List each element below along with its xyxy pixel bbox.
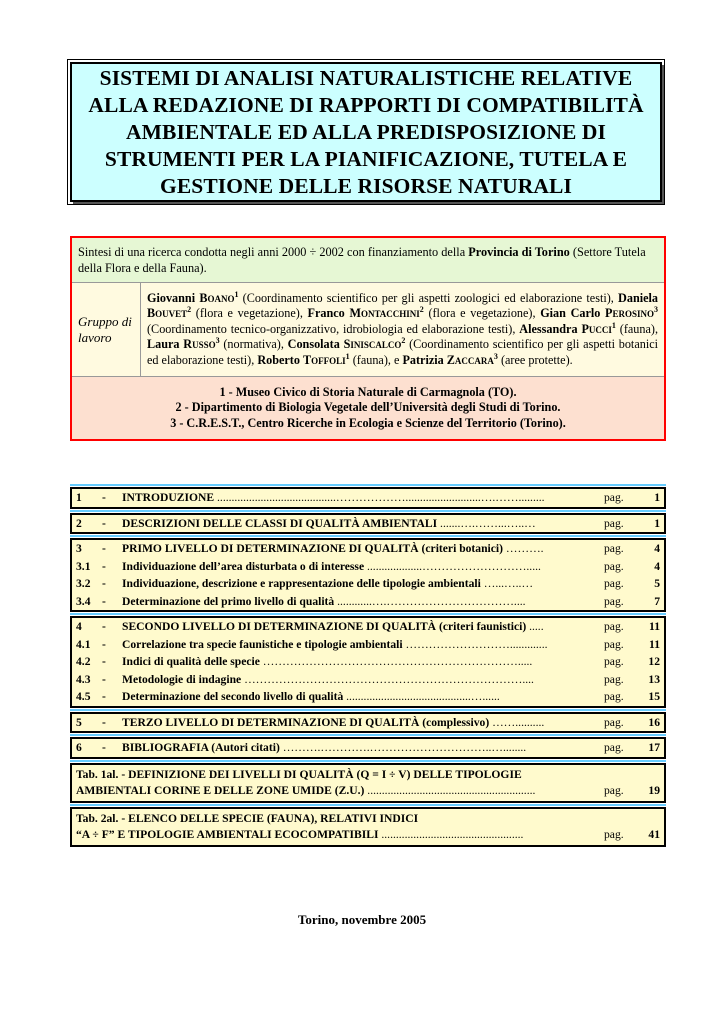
member-name bbox=[402, 353, 497, 367]
member-affil-sup: 2 bbox=[401, 336, 406, 346]
toc-row bbox=[72, 515, 664, 533]
toc-dots: ……………………………………………………………….... bbox=[241, 672, 534, 686]
summary-text: Sintesi di una ricerca condotta negli anni 2000 ÷ 2002 con finanziamento della bbox=[78, 245, 469, 259]
member-role: (normativa), bbox=[219, 337, 288, 352]
toc-number: 2 bbox=[76, 516, 82, 530]
toc-number: 4.1 bbox=[76, 637, 91, 651]
toc-title: TERZO LIVELLO DI DETERMINAZIONE DI QUALITÀ (complessivo) bbox=[122, 715, 490, 729]
toc-page-number: 17 bbox=[648, 741, 660, 754]
affiliation-line: 2 - Dipartimento di Biologia Vegetale dell’Università degli Studi di Torino. bbox=[175, 400, 561, 415]
toc-page-number: 19 bbox=[648, 783, 660, 797]
toc-page-number: 11 bbox=[649, 637, 660, 651]
toc-page-number: 15 bbox=[648, 690, 660, 703]
summary-bold: Provincia di Torino bbox=[468, 245, 570, 259]
toc-dash: - bbox=[102, 491, 106, 504]
toc-pag-label: pag. bbox=[604, 827, 624, 841]
toc-entry bbox=[122, 558, 604, 576]
toc-pag-label: pag. bbox=[604, 672, 624, 686]
toc-section bbox=[70, 487, 666, 509]
toc-dash: - bbox=[102, 637, 106, 651]
member-first: Franco bbox=[307, 306, 345, 321]
member-affil-sup: 3 bbox=[215, 336, 220, 346]
affiliations bbox=[72, 377, 664, 439]
toc-dots: ………………………............. bbox=[402, 637, 548, 651]
toc-dots: ..... bbox=[526, 620, 544, 633]
toc-page-number: 7 bbox=[654, 594, 660, 608]
toc-section-tab1 bbox=[70, 763, 666, 803]
toc-table-line2 bbox=[76, 827, 604, 843]
member-affil-sup: 1 bbox=[345, 351, 350, 361]
toc-title: SECONDO LIVELLO DI DETERMINAZIONE DI QUALITÀ (criteri faunistici) bbox=[122, 620, 527, 633]
toc-number: 3 bbox=[76, 542, 82, 555]
toc-page-col bbox=[604, 811, 660, 843]
toc-row bbox=[72, 618, 664, 636]
toc-dots: ………. bbox=[503, 542, 544, 555]
toc-page-number: 4 bbox=[654, 559, 660, 573]
toc-number: 4.3 bbox=[76, 672, 91, 686]
member-last: Boano bbox=[199, 291, 235, 305]
toc-number: 3.1 bbox=[76, 559, 91, 573]
member-first: Roberto bbox=[257, 352, 300, 367]
toc-dash: - bbox=[102, 594, 106, 608]
toc-dots: ...........................................…...... bbox=[343, 690, 500, 703]
toc-table-title bbox=[76, 767, 604, 799]
toc-row bbox=[72, 593, 664, 611]
toc-dash: - bbox=[102, 620, 106, 633]
toc-dots: ...................………………………..... bbox=[364, 559, 541, 573]
toc-dots: .......................................................... bbox=[364, 783, 536, 797]
toc-pag-label: pag. bbox=[604, 594, 624, 608]
member-role: (Coordinamento tecnico-organizzativo, idrobiologia ed elaborazione testi), bbox=[147, 321, 520, 336]
toc-pag-label: pag. bbox=[604, 715, 624, 729]
toc-title: INTRODUZIONE bbox=[122, 491, 215, 504]
toc-page-number: 1 bbox=[654, 491, 660, 504]
toc-section bbox=[70, 712, 666, 734]
member-affil-sup: 1 bbox=[234, 289, 239, 299]
toc-number: 5 bbox=[76, 715, 82, 729]
toc-dots: …...…..… bbox=[480, 577, 534, 590]
member-first: Giovanni bbox=[147, 291, 196, 305]
title-box bbox=[70, 62, 662, 202]
toc-entry bbox=[122, 671, 604, 689]
toc-dash: - bbox=[102, 655, 106, 668]
toc-row bbox=[72, 688, 664, 706]
toc-title: BIBLIOGRAFIA (Autori citati) bbox=[122, 741, 280, 754]
affiliation-line: 1 - Museo Civico di Storia Naturale di Carmagnola (TO). bbox=[219, 385, 517, 400]
toc-pag-label: pag. bbox=[604, 655, 624, 668]
member-first: Consolata bbox=[287, 337, 340, 352]
toc-page-number: 16 bbox=[648, 715, 660, 729]
toc-page-number: 5 bbox=[654, 577, 660, 590]
toc-pag-label: pag. bbox=[604, 577, 624, 590]
toc-entry bbox=[122, 618, 604, 636]
toc-page-number: 1 bbox=[654, 516, 660, 530]
member-role: (flora e vegetazione), bbox=[191, 306, 308, 321]
group-label: Gruppo di lavoro bbox=[72, 283, 141, 376]
toc-row bbox=[72, 739, 664, 757]
toc-title: PRIMO LIVELLO DI DETERMINAZIONE DI QUALITÀ (criteri botanici) bbox=[122, 542, 503, 555]
toc-pag-label: pag. bbox=[604, 559, 624, 573]
toc-title: Indici di qualità delle specie bbox=[122, 655, 260, 668]
toc-dash: - bbox=[102, 559, 106, 573]
toc-title: Metodologie di indagine bbox=[122, 672, 242, 686]
member-list bbox=[141, 283, 664, 376]
toc-row bbox=[72, 558, 664, 576]
toc-entry bbox=[122, 714, 604, 732]
toc-title: Determinazione del secondo livello di qualità bbox=[122, 690, 344, 703]
toc-page-number: 12 bbox=[648, 655, 660, 668]
affiliation-line: 3 - C.R.E.S.T., Centro Ricerche in Ecologia e Scienze del Territorio (Torino). bbox=[170, 415, 566, 430]
toc-dots: .......….……...…..… bbox=[437, 516, 536, 530]
toc-title: Correlazione tra specie faunistiche e tipologie ambientali bbox=[122, 637, 403, 651]
document-title: SISTEMI DI ANALISI NATURALISTICHE RELATIVE ALLA REDAZIONE DI RAPPORTI DI COMPATIBILITÀ AMBIENTALE ED ALLA PREDISPOSIZIONE DI STRUMENTI PER LA PIANIFICAZIONE, TUTELA E GESTIONE DELLE RISORSE NATURALI bbox=[88, 65, 644, 198]
toc-entry bbox=[122, 540, 604, 558]
toc-number: 4 bbox=[76, 620, 82, 633]
toc-entry bbox=[122, 575, 604, 593]
toc-dots: ................................................. bbox=[378, 827, 524, 841]
toc-title: Determinazione del primo livello di qualità bbox=[122, 594, 335, 608]
member-last: Russo bbox=[183, 337, 216, 352]
member-role: (flora e vegetazione), bbox=[423, 306, 541, 321]
toc-row bbox=[72, 671, 664, 689]
toc-dots: …….......... bbox=[489, 715, 545, 729]
toc-table-line1: Tab. 2al. - ELENCO DELLE SPECIE (FAUNA), RELATIVI INDICI bbox=[76, 811, 419, 825]
toc-page-number: 13 bbox=[648, 672, 660, 686]
member-affil-sup: 2 bbox=[419, 305, 424, 315]
toc-entry bbox=[122, 515, 604, 533]
toc-table-line1: Tab. 1al. - DEFINIZIONE DEI LIVELLI DI QUALITÀ (Q = I ÷ V) DELLE TIPOLOGIE bbox=[76, 767, 522, 781]
member-first: Daniela bbox=[618, 291, 658, 305]
toc-pag-label: pag. bbox=[604, 620, 624, 633]
member-affil-sup: 2 bbox=[187, 305, 192, 315]
toc-title: Individuazione dell’area disturbata o di interesse bbox=[122, 559, 365, 573]
toc-pag-label: pag. bbox=[604, 491, 624, 504]
member-last: Pucci bbox=[581, 321, 612, 336]
toc-section bbox=[70, 737, 666, 759]
toc-row bbox=[72, 653, 664, 671]
toc-pag-label: pag. bbox=[604, 783, 624, 797]
toc-table-title bbox=[76, 811, 604, 843]
toc-dash: - bbox=[102, 577, 106, 590]
member-first: Alessandra bbox=[519, 321, 578, 336]
toc-title: DESCRIZIONI DELLE CLASSI DI QUALITÀ AMBIENTALI bbox=[122, 516, 438, 530]
member-last: Zaccara bbox=[446, 352, 494, 367]
toc-number: 1 bbox=[76, 491, 82, 504]
toc-table-row bbox=[72, 809, 664, 845]
member-name bbox=[519, 322, 616, 336]
member-last: Siniscalco bbox=[343, 337, 402, 352]
summary bbox=[72, 238, 664, 283]
member-affil-sup: 3 bbox=[493, 351, 498, 361]
toc-section bbox=[70, 538, 666, 612]
member-name bbox=[288, 337, 406, 351]
toc-row bbox=[72, 489, 664, 507]
toc-dash: - bbox=[102, 516, 106, 530]
toc-entry bbox=[122, 739, 604, 757]
toc-number: 4.5 bbox=[76, 690, 91, 703]
toc-dots: .........................................………………..........................….……......... bbox=[214, 491, 545, 504]
toc-section-tab2 bbox=[70, 807, 666, 847]
member-name bbox=[147, 337, 220, 351]
toc-number: 4.2 bbox=[76, 655, 91, 668]
toc-entry bbox=[122, 688, 604, 706]
toc-page-number: 11 bbox=[649, 620, 660, 633]
member-affil-sup: 1 bbox=[611, 320, 616, 330]
member-last: Montacchini bbox=[349, 306, 420, 321]
toc-table-line2-text: “A ÷ F” E TIPOLOGIE AMBIENTALI ECOCOMPATIBILI bbox=[76, 827, 379, 841]
toc-dots: ……….………….…………………………..…........ bbox=[279, 741, 527, 754]
toc-entry bbox=[122, 653, 604, 671]
toc-entry bbox=[122, 636, 604, 654]
member-name bbox=[308, 306, 424, 320]
info-box bbox=[70, 236, 666, 441]
toc-pag-label: pag. bbox=[604, 516, 624, 530]
toc-title: Individuazione, descrizione e rappresentazione delle tipologie ambientali bbox=[122, 577, 481, 590]
toc-page-number: 41 bbox=[648, 827, 660, 841]
toc-dash: - bbox=[102, 715, 106, 729]
toc-section bbox=[70, 513, 666, 535]
toc-page-col bbox=[604, 767, 660, 799]
member-last: Toffoli bbox=[303, 352, 346, 367]
member-name bbox=[540, 306, 658, 320]
toc-row bbox=[72, 575, 664, 593]
member-first: Laura bbox=[147, 337, 180, 352]
toc-number: 6 bbox=[76, 741, 82, 754]
toc-page-number: 4 bbox=[654, 542, 660, 555]
toc-pag-label: pag. bbox=[604, 542, 624, 555]
toc-dash: - bbox=[102, 741, 106, 754]
member-affil-sup: 3 bbox=[654, 305, 658, 315]
member-role: (fauna), e bbox=[349, 352, 403, 367]
toc-number: 3.4 bbox=[76, 594, 91, 608]
toc-table-line2-text: AMBIENTALI CORINE E DELLE ZONE UMIDE (Z.U.) bbox=[76, 783, 365, 797]
summary-text-after: (Settore Tutela della Flora e della Fauna). bbox=[78, 245, 646, 275]
member-name bbox=[147, 291, 238, 305]
toc-row bbox=[72, 540, 664, 558]
toc-row bbox=[72, 714, 664, 732]
member-last: Bouvet bbox=[147, 306, 188, 321]
toc-pag-label: pag. bbox=[604, 637, 624, 651]
table-of-contents bbox=[70, 487, 666, 851]
toc-section bbox=[70, 616, 666, 708]
member-first: Gian Carlo bbox=[540, 306, 601, 321]
toc-dots: …………………………………………………………..... bbox=[259, 655, 533, 668]
member-last: Perosino bbox=[605, 306, 654, 321]
toc-dots: ............….…………………………….... bbox=[334, 594, 526, 608]
toc-pag-label: pag. bbox=[604, 690, 624, 703]
toc-table-row bbox=[72, 765, 664, 801]
toc-entry bbox=[122, 593, 604, 611]
member-name bbox=[257, 353, 349, 367]
work-group bbox=[72, 283, 664, 377]
member-role: (Coordinamento scientifico per gli aspetti botanici ed elaborazione testi), bbox=[147, 337, 658, 367]
toc-table-line2 bbox=[76, 783, 604, 799]
member-role: (aree protette). bbox=[497, 352, 573, 367]
toc-dash: - bbox=[102, 672, 106, 686]
footer-date: Torino, novembre 2005 bbox=[297, 912, 427, 927]
member-role: (fauna), bbox=[615, 321, 658, 336]
toc-dash: - bbox=[102, 542, 106, 555]
member-first: Patrizia bbox=[402, 352, 444, 367]
toc-dash: - bbox=[102, 690, 106, 703]
toc-number: 3.2 bbox=[76, 577, 91, 590]
toc-row bbox=[72, 636, 664, 654]
member-role: (Coordinamento scientifico per gli aspetti zoologici ed elaborazione testi), bbox=[238, 291, 619, 305]
toc-entry bbox=[122, 489, 604, 507]
toc-pag-label: pag. bbox=[604, 741, 624, 754]
